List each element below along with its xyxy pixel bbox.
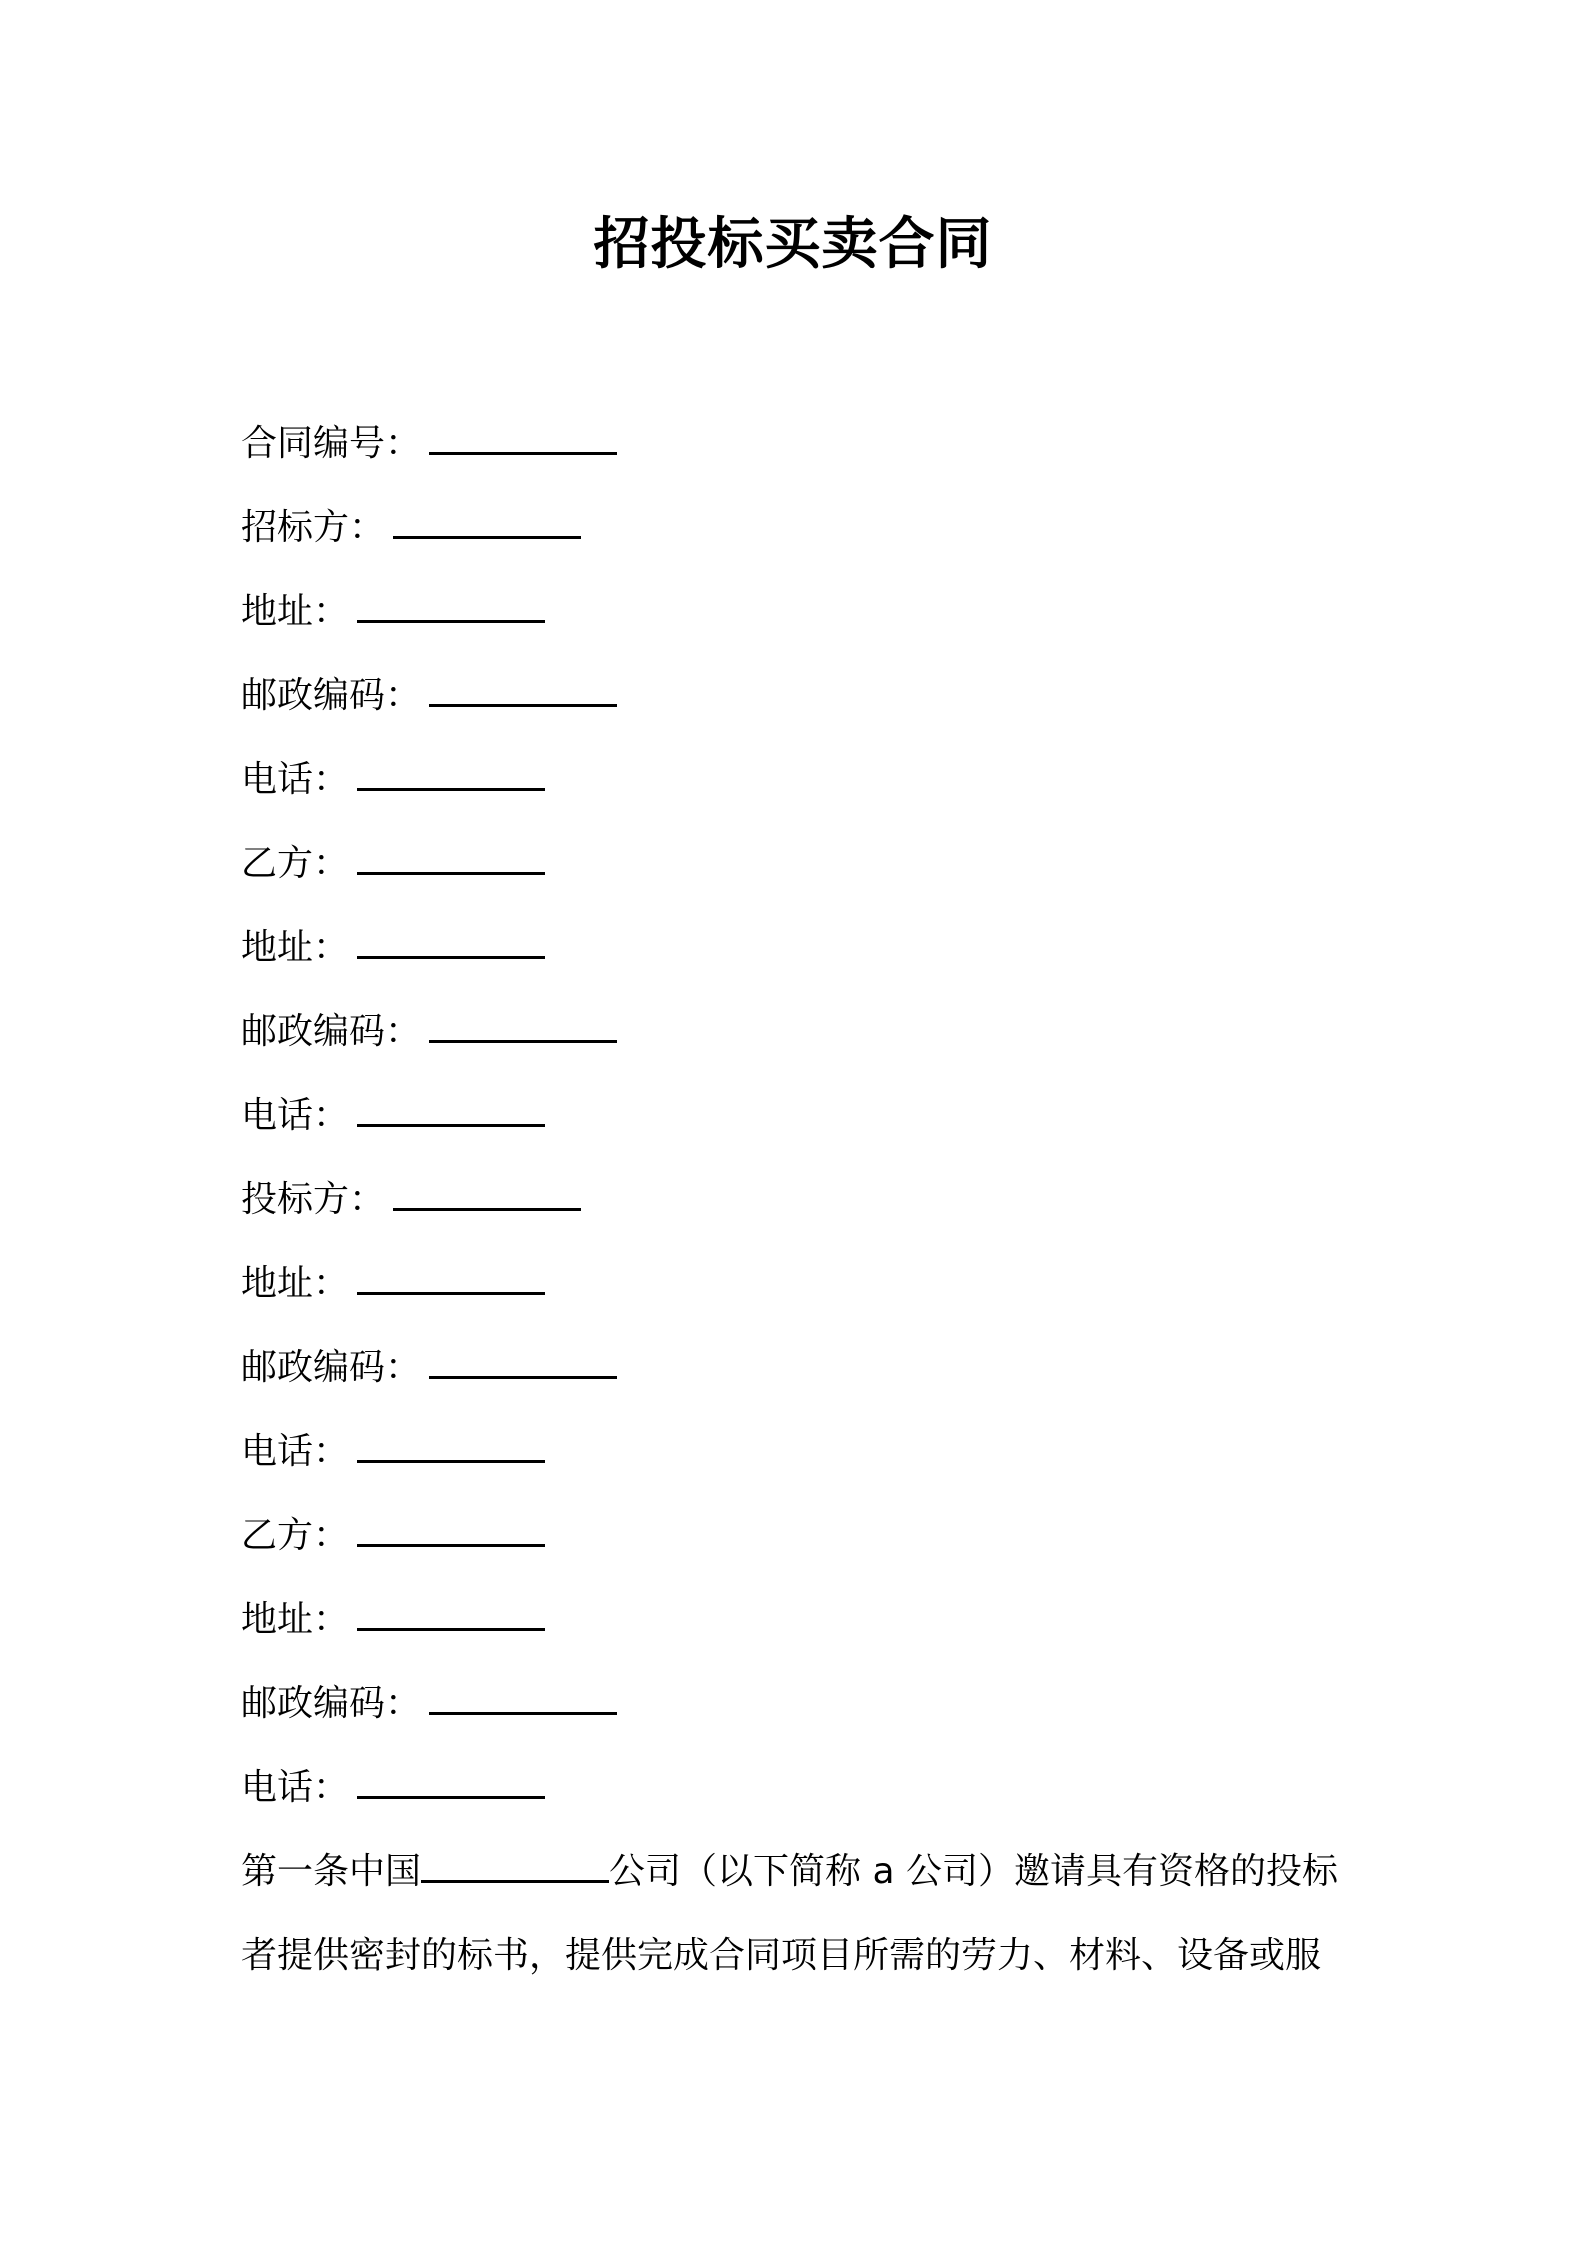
fill-in-blank [393,1178,581,1211]
field-postal-code [241,1662,1361,1746]
fill-in-blank [357,1766,545,1799]
field-label: 电话 [241,1431,314,1472]
field-party-b [241,822,1361,906]
field-label: 乙方 [241,843,314,884]
fill-in-blank [393,506,581,539]
field-label: 招标方 [241,507,350,548]
field-colon: ： [385,1683,422,1724]
field-contract-number [241,402,1361,486]
fill-in-blank [357,1514,545,1547]
field-colon: ： [313,1515,350,1556]
field-label: 地址 [241,1263,314,1304]
field-label: 邮政编码 [241,675,386,716]
fill-in-blank [357,1430,545,1463]
fill-in-blank [357,926,545,959]
fill-in-blank [429,674,617,707]
field-label: 地址 [241,927,314,968]
article-text: 者提供密封的标书，提供完成合同项目所需的劳力、材料、设备或服 [241,1935,1322,1976]
field-label: 邮政编码 [241,1683,386,1724]
fill-in-blank [429,422,617,455]
fill-in-blank [429,1010,617,1043]
field-postal-code [241,1326,1361,1410]
field-label: 电话 [241,1095,314,1136]
fill-in-blank [357,842,545,875]
field-colon: ： [349,1179,386,1220]
article-line [241,1914,1361,1998]
fill-in-blank [357,1094,545,1127]
field-phone [241,1074,1361,1158]
fill-in-blank [429,1682,617,1715]
party-info-fields [241,402,1361,1830]
field-colon: ： [313,1095,350,1136]
fill-in-blank [357,590,545,623]
article-text: 第一条中国 [241,1851,422,1892]
field-colon: ： [385,675,422,716]
field-label: 合同编号 [241,423,386,464]
field-phone [241,1746,1361,1830]
field-colon: ： [313,843,350,884]
field-bidder [241,1158,1361,1242]
field-party-b [241,1494,1361,1578]
field-colon: ： [385,423,422,464]
field-label: 投标方 [241,1179,350,1220]
field-address [241,1242,1361,1326]
field-colon: ： [313,591,350,632]
field-colon: ： [385,1011,422,1052]
field-tenderer [241,486,1361,570]
field-colon: ： [313,1263,350,1304]
field-colon: ： [313,1599,350,1640]
field-colon: ： [313,1431,350,1472]
fill-in-blank [357,1262,545,1295]
field-colon: ： [313,759,350,800]
field-postal-code [241,990,1361,1074]
field-postal-code [241,654,1361,738]
article-text: 公司（以下简称 a 公司）邀请具有资格的投标 [609,1851,1338,1892]
field-label: 邮政编码 [241,1011,386,1052]
fill-in-blank [429,1346,617,1379]
document-title: 招投标买卖合同 [593,212,993,277]
article-line [241,1830,1361,1914]
field-colon: ： [313,927,350,968]
field-label: 邮政编码 [241,1347,386,1388]
field-label: 电话 [241,1767,314,1808]
field-label: 电话 [241,759,314,800]
field-label: 地址 [241,1599,314,1640]
field-phone [241,1410,1361,1494]
field-address [241,1578,1361,1662]
field-colon: ： [349,507,386,548]
fill-in-blank [357,758,545,791]
fill-in-blank [421,1850,609,1883]
field-address [241,906,1361,990]
field-address [241,570,1361,654]
field-phone [241,738,1361,822]
fill-in-blank [357,1598,545,1631]
field-colon: ： [385,1347,422,1388]
field-label: 乙方 [241,1515,314,1556]
article-one [241,1830,1361,1998]
field-colon: ： [313,1767,350,1808]
field-label: 地址 [241,591,314,632]
